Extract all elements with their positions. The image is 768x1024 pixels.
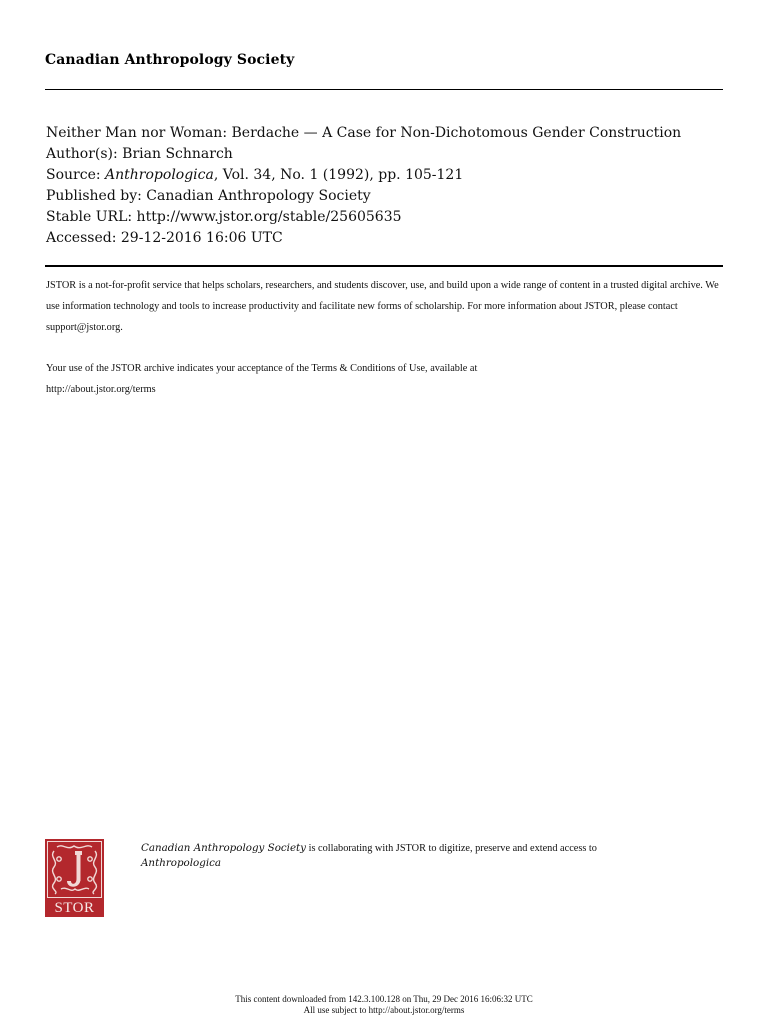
- terms-link[interactable]: http://about.jstor.org/terms: [46, 384, 156, 395]
- notice-paragraph-2: [46, 358, 726, 400]
- publisher-header: Canadian Anthropology Society: [45, 52, 295, 68]
- middle-divider: [45, 265, 723, 267]
- collab-journal: Anthropologica: [141, 857, 222, 869]
- jstor-notice: [46, 275, 726, 400]
- stable-url-label: Stable URL:: [46, 209, 137, 225]
- authors-value: Brian Schnarch: [122, 146, 233, 162]
- collab-text: is collaborating with JSTOR to digitize, preserve and extend access to: [306, 843, 597, 854]
- accessed-row: [46, 228, 681, 249]
- accessed-value: 29-12-2016 16:06 UTC: [120, 230, 283, 246]
- top-divider: [45, 89, 723, 90]
- stable-url-row: [46, 207, 681, 228]
- terms-sentence: Your use of the JSTOR archive indicates your acceptance of the Terms & Conditions of Use, available at: [46, 363, 478, 374]
- download-footer: [0, 994, 768, 1016]
- source-journal: Anthropologica: [105, 167, 214, 183]
- authors-label: Author(s):: [46, 146, 123, 162]
- accessed-label: Accessed:: [46, 230, 121, 246]
- stable-url-link[interactable]: http://www.jstor.org/stable/25605635: [136, 209, 402, 225]
- published-label: Published by:: [46, 188, 147, 204]
- authors-row: [46, 144, 681, 165]
- source-label: Source:: [46, 167, 106, 183]
- footer-download-line: This content downloaded from 142.3.100.128 on Thu, 29 Dec 2016 16:06:32 UTC: [235, 994, 533, 1004]
- collaboration-statement: [141, 841, 701, 871]
- source-row: [46, 165, 681, 186]
- jstor-logo-text: STOR: [54, 900, 95, 916]
- jstor-logo: [45, 839, 104, 917]
- article-metadata: [46, 123, 681, 249]
- article-title: Neither Man nor Woman: Berdache — A Case for Non-Dichotomous Gender Construction: [46, 125, 682, 141]
- notice-paragraph-1: JSTOR is a not-for-profit service that helps scholars, researchers, and students discover, use, and build upon a wide range of content in a trusted digital archive. We use information technology and tools to increase productivity and facilitate new forms of scholarship. For more information about JSTOR, please contact support@jstor.org.: [46, 280, 719, 333]
- published-row: [46, 186, 681, 207]
- collab-society: Canadian Anthropology Society: [141, 842, 307, 854]
- published-value: Canadian Anthropology Society: [146, 188, 371, 204]
- footer-terms-line: All use subject to http://about.jstor.org/terms: [303, 1005, 465, 1015]
- source-details: , Vol. 34, No. 1 (1992), pp. 105-121: [213, 167, 464, 183]
